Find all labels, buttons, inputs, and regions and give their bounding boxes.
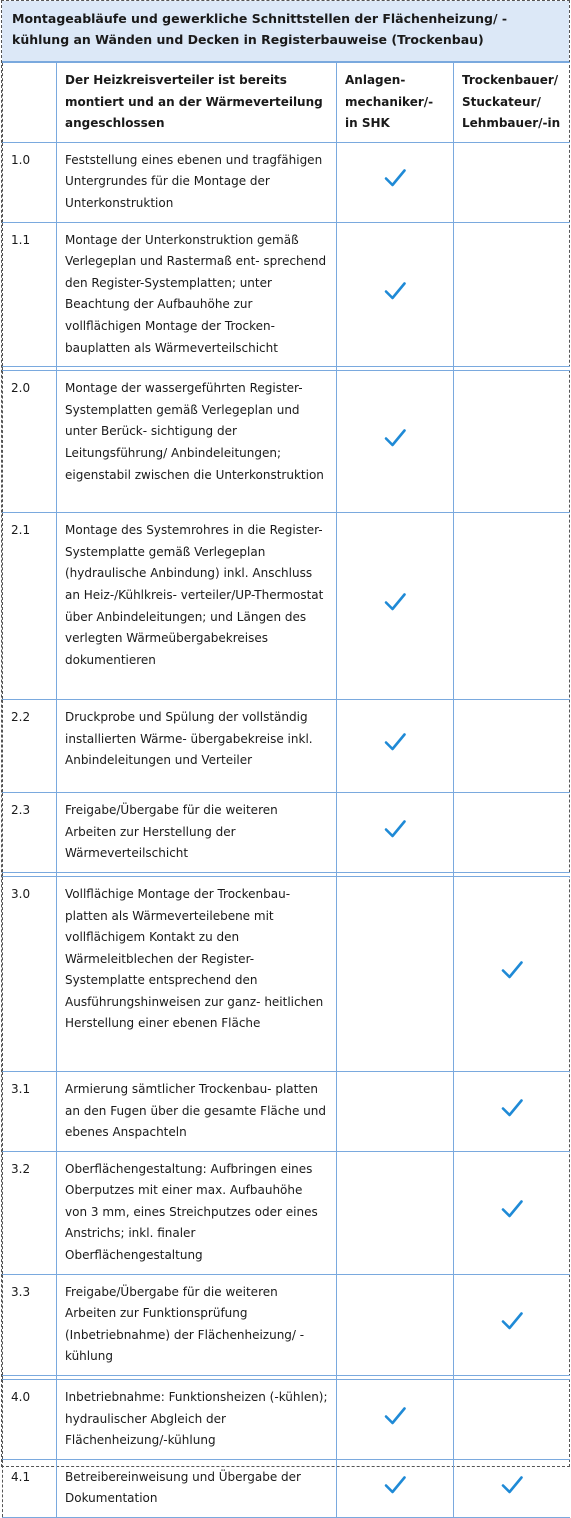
cell-trockenbauer (454, 793, 570, 873)
table-row (3, 1151, 570, 1274)
table-row (3, 513, 570, 700)
cell-anlagenmechaniker (337, 1071, 454, 1151)
cell-anlagenmechaniker (337, 1459, 454, 1517)
row-description: Oberflächengestaltung: Aufbringen eines Oberputzes mit einer max. Aufbauhöhe von 3 mm, eines Streichputzes oder eines Anstrichs; inkl. finaler Oberflächengestaltung (57, 1151, 337, 1274)
cell-trockenbauer (454, 876, 570, 1071)
header-anlagenmechaniker: Anlagen- mechaniker/-in SHK (337, 63, 454, 143)
checkmark-icon (383, 166, 407, 190)
row-description: Armierung sämtlicher Trockenbau- platten an den Fugen über die gesamte Fläche und ebenes Anspachteln (57, 1071, 337, 1151)
checkmark-icon (500, 1096, 524, 1120)
row-description: Montage der Unterkonstruktion gemäß Verlegeplan und Rastermaß ent- sprechend den Register-Systemplatten; unter Beachtung der Aufbauhöhe zur vollflächigen Montage der Trocken- bauplatten als Wärmeverteilschicht (57, 222, 337, 367)
cell-anlagenmechaniker (337, 222, 454, 367)
row-description: Inbetriebnahme: Funktionsheizen (-kühlen); hydraulischer Abgleich der Flächenheizung/-kühlung (57, 1380, 337, 1460)
table-row (3, 700, 570, 793)
schnittstellen-table (2, 62, 570, 1518)
cell-trockenbauer (454, 1380, 570, 1460)
table-row (3, 1459, 570, 1517)
table-row (3, 1071, 570, 1151)
cell-trockenbauer (454, 1459, 570, 1517)
table-row (3, 222, 570, 367)
checkmark-icon (500, 1473, 524, 1497)
table-row (3, 793, 570, 873)
cell-trockenbauer (454, 222, 570, 367)
row-description: Feststellung eines ebenen und tragfähigen Untergrundes für die Montage der Unterkonstruktion (57, 142, 337, 222)
cell-anlagenmechaniker (337, 1151, 454, 1274)
cell-anlagenmechaniker (337, 142, 454, 222)
table-row (3, 1274, 570, 1375)
cell-trockenbauer (454, 371, 570, 513)
row-number: 2.2 (3, 700, 57, 793)
row-number: 3.0 (3, 876, 57, 1071)
row-description: Freigabe/Übergabe für die weiteren Arbeiten zur Funktionsprüfung (Inbetriebnahme) der Flächenheizung/ -kühlung (57, 1274, 337, 1375)
checkmark-icon (383, 426, 407, 450)
table-row (3, 142, 570, 222)
row-description: Vollflächige Montage der Trockenbau- platten als Wärmeverteilebene mit vollflächigem Kontakt zu den Wärmeleitblechen der Register- Systemplatte entsprechend den Ausführungshinweisen zur ganz- heitlichen Herstellung einer ebenen Fläche (57, 876, 337, 1071)
cell-trockenbauer (454, 1071, 570, 1151)
cell-trockenbauer (454, 1151, 570, 1274)
checkmark-icon (500, 1197, 524, 1221)
row-number: 3.3 (3, 1274, 57, 1375)
checkmark-icon (500, 958, 524, 982)
checkmark-icon (500, 1309, 524, 1333)
row-description: Montage des Systemrohres in die Register-Systemplatte gemäß Verlegeplan (hydraulische Anbindung) inkl. Anschluss an Heiz-/Kühlkreis- verteiler/UP-Thermostat über Anbindeleitungen; und Längen des verlegten Wärmeübergabekreises dokumentieren (57, 513, 337, 700)
cell-anlagenmechaniker (337, 1380, 454, 1460)
cell-anlagenmechaniker (337, 371, 454, 513)
row-number: 2.1 (3, 513, 57, 700)
cell-anlagenmechaniker (337, 793, 454, 873)
row-number: 4.0 (3, 1380, 57, 1460)
cell-anlagenmechaniker (337, 876, 454, 1071)
row-number: 3.2 (3, 1151, 57, 1274)
row-number: 1.1 (3, 222, 57, 367)
cell-trockenbauer (454, 700, 570, 793)
cell-anlagenmechaniker (337, 700, 454, 793)
schnittstellen-table-frame (1, 0, 570, 1506)
checkmark-icon (383, 1404, 407, 1428)
checkmark-icon (383, 1473, 407, 1497)
row-number: 2.3 (3, 793, 57, 873)
checkmark-icon (383, 590, 407, 614)
row-number: 4.1 (3, 1459, 57, 1517)
table-row (3, 876, 570, 1071)
cell-trockenbauer (454, 1274, 570, 1375)
cell-anlagenmechaniker (337, 1274, 454, 1375)
cell-anlagenmechaniker (337, 513, 454, 700)
table-header-row (3, 63, 570, 143)
checkmark-icon (383, 730, 407, 754)
row-description: Montage der wassergeführten Register-Systemplatten gemäß Verlegeplan und unter Berück- sichtigung der Leitungsführung/ Anbindeleitungen; eigenstabil zwischen die Unterkonstruktion (57, 371, 337, 513)
row-number: 3.1 (3, 1071, 57, 1151)
row-number: 1.0 (3, 142, 57, 222)
table-title: Montageabläufe und gewerkliche Schnittstellen der Flächenheizung/ -kühlung an Wänden und Decken in Registerbauweise (Trockenbau) (2, 1, 569, 62)
checkmark-icon (383, 279, 407, 303)
row-description: Freigabe/Übergabe für die weiteren Arbeiten zur Herstellung der Wärmeverteilschicht (57, 793, 337, 873)
table-row (3, 1380, 570, 1460)
table-row (3, 371, 570, 513)
header-num-cell (3, 63, 57, 143)
row-description: Druckprobe und Spülung der vollständig installierten Wärme- übergabekreise inkl. Anbindeleitungen und Verteiler (57, 700, 337, 793)
row-number: 2.0 (3, 371, 57, 513)
checkmark-icon (383, 817, 407, 841)
cell-trockenbauer (454, 142, 570, 222)
row-description: Betreibereinweisung und Übergabe der Dokumentation (57, 1459, 337, 1517)
header-description: Der Heizkreisverteiler ist bereits montiert und an der Wärmeverteilung angeschlossen (57, 63, 337, 143)
header-trockenbauer: Trockenbauer/ Stuckateur/ Lehmbauer/-in (454, 63, 570, 143)
cell-trockenbauer (454, 513, 570, 700)
